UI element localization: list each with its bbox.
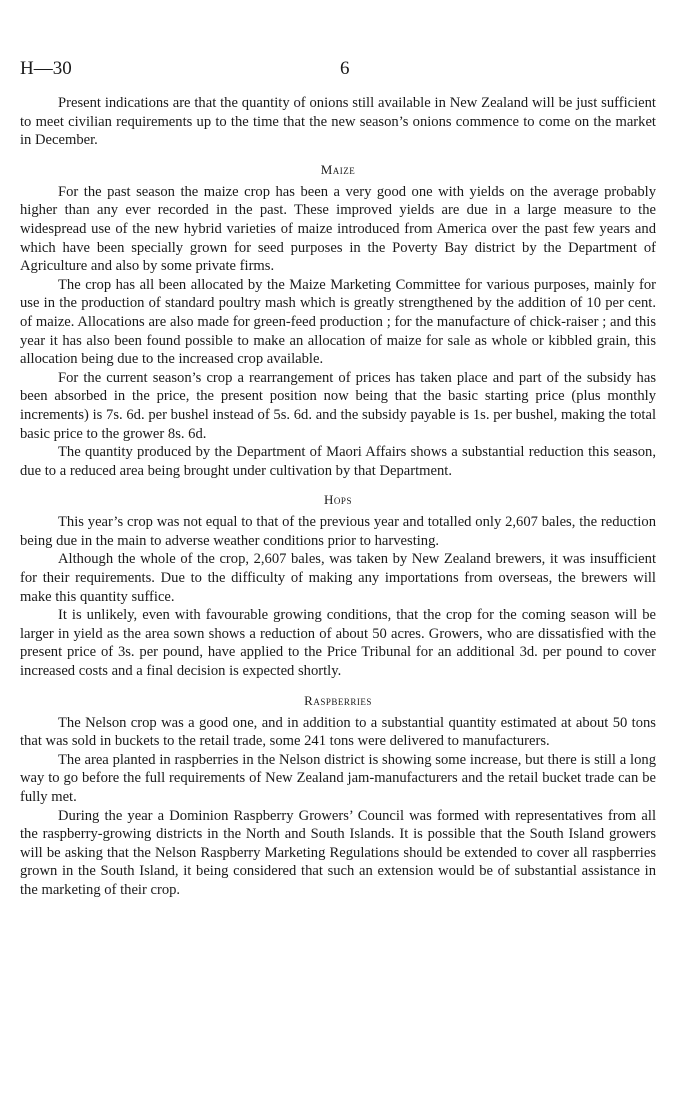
paragraph: The crop has all been allocated by the Maize Marketing Committee for various purposes, mainly for use in the production of standard poultry mash which is greatly strengthened by the addition of 10 per cent. of maize. Allocations are also made for green-feed production ; for the manufacture of chick-raiser ; and this year it has also been found possible to make an allocation of maize for sale as whole or kibbled grain, this allocation being due to the increased crop available. [20,276,656,368]
section-heading-maize: Maize [320,161,356,177]
paragraph: It is unlikely, even with favourable growing conditions, that the crop for the coming season will be larger in yield as the area sown shows a reduction of about 50 acres. Growers, who are dissatisfied with the present price of 3s. per pound, have applied to the Price Tribunal for an additional 3d. per pound to cover increased costs and a final decision is expected shortly. [20,607,656,680]
maize-section [20,161,656,481]
page-number: 6 [340,58,350,79]
paragraph: The quantity produced by the Department of Maori Affairs shows a substantial reduction this season, due to a reduced area being brought under cultivation by that Department. [20,444,656,479]
section-heading-hops: Hops [324,492,352,508]
hops-section [20,491,656,680]
raspberries-section [20,692,656,900]
paragraph: The area planted in raspberries in the Nelson district is showing some increase, but there is still a long way to go before the full requirements of New Zealand jam-manufacturers and the retail bucket trade can be fully met. [20,751,656,805]
document-page [20,58,656,900]
document-body [20,94,656,900]
paragraph: Present indications are that the quantity of onions still available in New Zealand will be just sufficient to meet civilian requirements up to the time that the new season’s onions commence to come on the market in December. [20,95,656,149]
section-heading-raspberries: Raspberries [304,692,372,708]
paragraph: This year’s crop was not equal to that of the previous year and totalled only 2,607 bales, the reduction being due in the main to adverse weather conditions prior to harvesting. [20,514,656,549]
paragraph: During the year a Dominion Raspberry Growers’ Council was formed with representatives from all the raspberry-growing districts in the North and South Islands. It is possible that the South Island growers will be asking that the Nelson Raspberry Marketing Regulations should be extended to cover all raspberries grown in the South Island, it being considered that such an extension would be of substantial assistance in the marketing of their crop. [20,807,656,898]
document-reference: H—30 [20,58,72,79]
paragraph: Although the whole of the crop, 2,607 bales, was taken by New Zealand brewers, it was insufficient for their requirements. Due to the difficulty of making any importations from overseas, the brewers will make this quantity suffice. [20,551,656,605]
intro-section [20,94,656,150]
page-header [20,58,656,88]
paragraph: For the past season the maize crop has been a very good one with yields on the average probably higher than any ever recorded in the past. These improved yields are due in a large measure to the widespread use of the new hybrid varieties of maize introduced from America over the past few years and which have been specially grown for seed purposes in the Poverty Bay district by the Department of Agriculture and also by some private firms. [20,183,656,275]
paragraph: The Nelson crop was a good one, and in addition to a substantial quantity estimated at about 50 tons that was sold in buckets to the retail trade, some 241 tons were delivered to manufacturers. [20,714,656,750]
paragraph: For the current season’s crop a rearrangement of prices has taken place and part of the subsidy has been absorbed in the price, the present position now being that the basic starting price (plus monthly increments) is 7s. 6d. per bushel instead of 5s. 6d. and the subsidy payable is 1s. per bushel, making the total basic price to the grower 8s. 6d. [20,369,656,442]
